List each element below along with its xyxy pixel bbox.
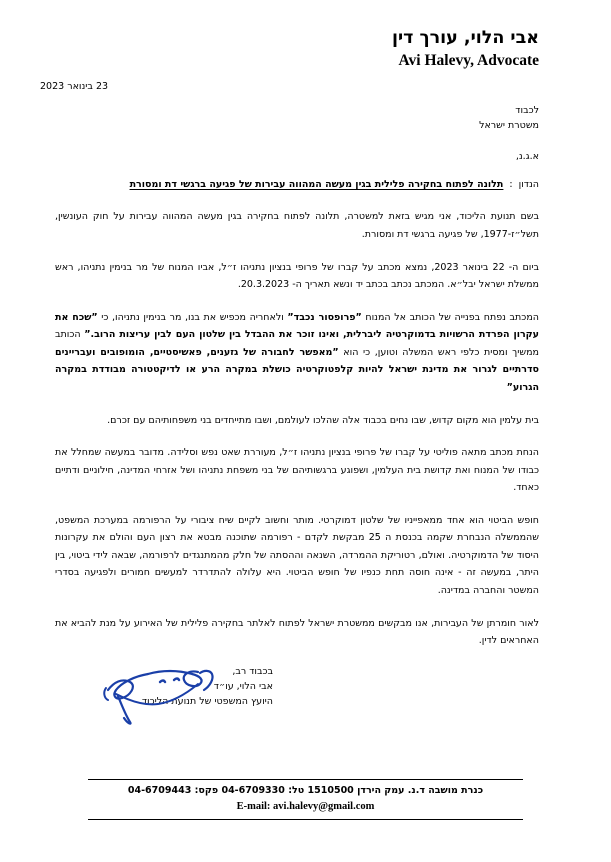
paragraph-4: [55, 412, 539, 430]
signature-block: [0, 664, 611, 742]
greeting-line: א.ג.נ,: [515, 151, 539, 163]
addressee-line-2: משטרת ישראל: [479, 119, 539, 131]
paragraph-5-text: הנחת מכתב מתאה פוליטי על קברו של פרופי בנציון נתניהו ז״ל, מעוררת שאט נפש וסלידה. מדובר במעשה שמחלל את כבודו של המנוח ואת קדושת בית העלמין, ושפוגע ברגשותיהם של בני משפחת נתניהו ושל אזרחי המדינה, חילוניים ודתיים כאחד.: [55, 447, 539, 494]
subject-label: הנדון: [518, 179, 539, 191]
paragraph-3-text-b: ולאחריה מכפיש את בנו, מר בנימין נתניהו, כי: [97, 311, 288, 323]
quote-separation-of-powers: ”שכח את עקרון הפרדת הרשויות בדמוקרטיה ליברלית, ואינו זוכר את ההבדל בין שלטון העם לבין עריצות הרוב.”: [55, 311, 540, 341]
signature-text: [142, 664, 273, 710]
signature-title: היועץ המשפטי של תנועת הליכוד: [141, 696, 273, 708]
footer-divider-bottom: [88, 819, 523, 820]
addressee-block: [0, 104, 611, 133]
paragraph-6: [55, 512, 539, 600]
paragraph-4-text: בית עלמין הוא מקום קדוש, שבו נחים בכבוד אלה שהלכו לעולמם, ושבו מתייחדים בני משפחותיהם עם זכרם.: [107, 414, 539, 426]
quote-professor: ”פרופסור נכבד”: [287, 311, 362, 323]
paragraph-7: [55, 615, 539, 650]
subject-text: תלונה לפתוח בחקירה פלילית בגין מעשה המהווה עבירות של פגיעה ברגשי דת ומסורת: [129, 179, 504, 191]
paragraph-5: [55, 444, 539, 497]
footer-address: כנרת מושבה ד.נ. עמק הירדן 1510500 טל: 04-6709330 פקס: 04-6709443: [127, 785, 484, 796]
letter-body: [0, 208, 611, 649]
letter-date: 23 בינואר 2023: [40, 81, 109, 93]
firm-name-english: Avi Halevy, Advocate: [398, 51, 539, 69]
paragraph-1: [55, 208, 539, 243]
paragraph-2: [55, 259, 539, 294]
paragraph-7-text: לאור חומרתן של העבירות, אנו מבקשים ממשטרת ישראל לפתוח לאלתר בחקירה פלילית של האירוע על מנת להביא את האחראים לדין.: [55, 617, 539, 647]
paragraph-2-text: ביום ה- 22 בינואר 2023, נמצא מכתב על קברו של פרופי בנציון נתניהו ז״ל, אביו המנוח של מר בנימין נתניהו, ראש ממשלת ישראל יבל״א. המכתב נכתב בכתב יד ונשא תאריך ה- 20.3.2023.: [55, 261, 540, 291]
date-row: [0, 81, 611, 92]
subject-colon: :: [509, 179, 513, 191]
footer-email: E-mail: avi.halevy@gmail.com: [236, 801, 375, 813]
addressee-line-1: לכבוד: [515, 105, 539, 117]
paragraph-3: [55, 309, 539, 397]
footer-divider-top: [88, 779, 523, 780]
letterhead: [0, 0, 611, 71]
signature-closing: בכבוד רב,: [232, 665, 273, 677]
firm-name-hebrew: אבי הלוי, עורך דין: [391, 28, 539, 48]
page-footer: [0, 779, 611, 820]
paragraph-3-text-a: המכתב נפתח בפנייה של הכותב אל המנוח: [361, 311, 539, 323]
signature-name: אבי הלוי, עו״ד: [213, 680, 273, 692]
paragraph-6-text: חופש הביטוי הוא אחד ממאפייניו של שלטון דמוקרטי. מותר וחשוב לקיים שיח ציבורי על הרפורמה במערכת המשפט, שהממשלה הנבחרת שקמה בכנסת ה 25 מבקשת לקדם - רפורמה שתוכנה מבטא את רצון העם והולם את עקרונות היסוד של הדמוקרטיה. ואולם, רטוריקת ההמרדה, השנאה וההסתה של חלק מהמתנגדים לרפורמה, שבאה לידי ביטוי, בין היתר, במעשה זה - אינה חוסה תחת כנפיו של חופש הביטוי. היא עלולה להתדרדר למעשים חמורים ולפגיעה בסדרי המשטר והחברה במדינה.: [55, 514, 539, 597]
paragraph-3-text-c: הכותב ממשיך ומסית כלפי ראש המשלה וטוען, כי הוא: [55, 329, 539, 358]
paragraph-1-text: בשם תנועת הליכוד, אני מגיש בזאת למשטרה, תלונה לפתוח בחקירה בגין מעשה המהווה עבירות על חוק העונשין, תשל״ז-1977, של פגיעה ברגשי דת ומסורת.: [55, 211, 539, 241]
subject-row: [0, 179, 611, 190]
quote-kleptocracy: ”מאפשר לחבורה של גזענים, פאשיסטיים, הומופובים ועבריינים סדרתיים לגרור את מדינת ישראל להיות קלפטוקרטיה כושלת במקרה הרע או לדיקטטורה מבודדת במקרה הגרוע”: [55, 346, 539, 393]
